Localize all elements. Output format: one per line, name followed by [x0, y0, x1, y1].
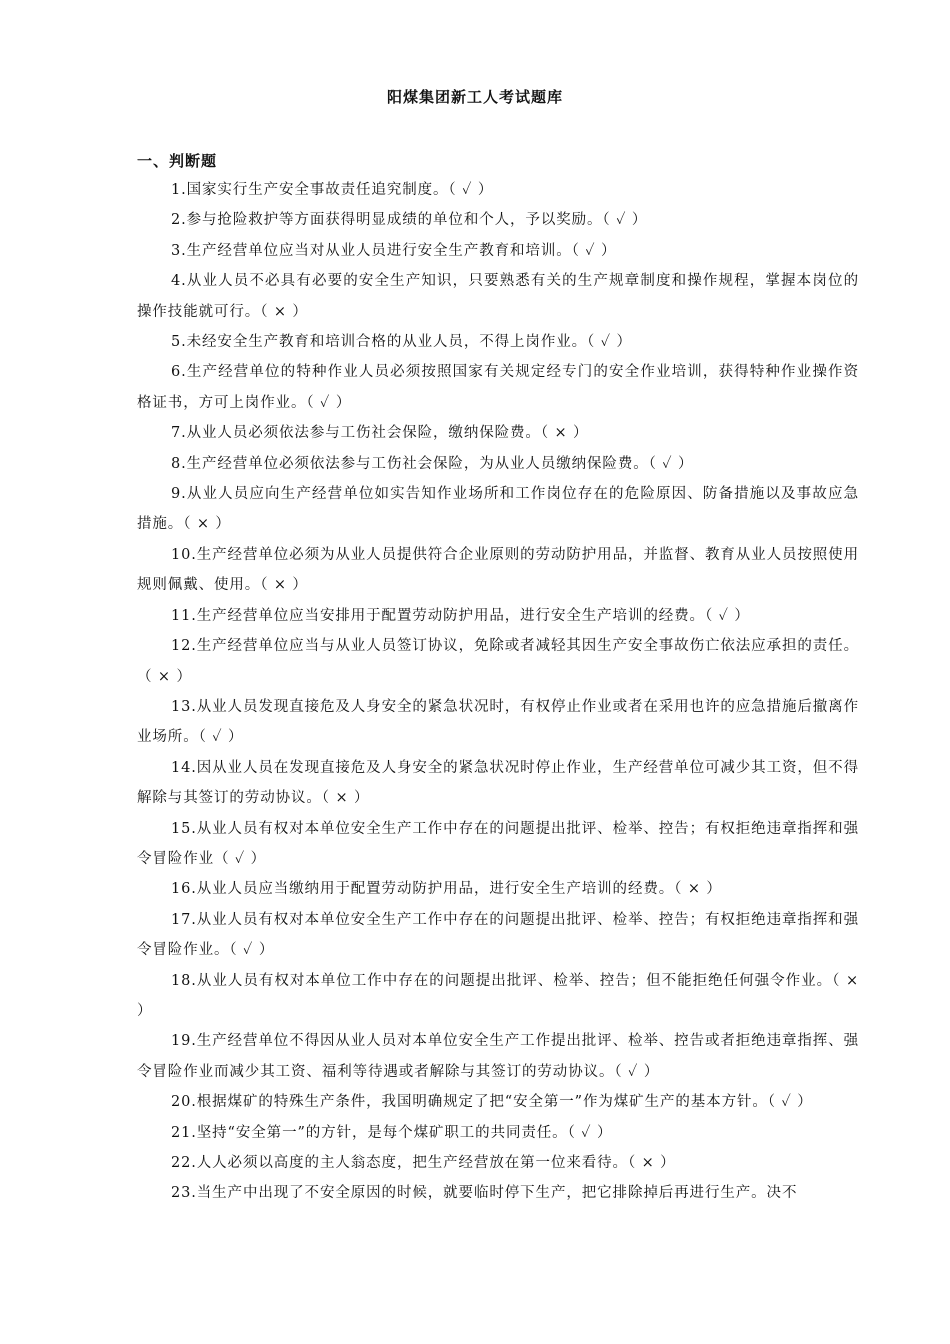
question-item: 23.当生产中出现了不安全原因的时候，就要临时停下生产，把它排除掉后再进行生产。决不: [171, 1185, 798, 1202]
document-title: 阳煤集团新工人考试题库: [386, 88, 563, 106]
question-item: 7.从业人员必须依法参与工伤社会保险，缴纳保险费。（ × ）: [171, 425, 589, 442]
question-item: 16.从业人员应当缴纳用于配置劳动防护用品，进行安全生产培训的经费。（ × ）: [171, 881, 722, 898]
question-item: 1.国家实行生产安全事故责任追究制度。（ ✓ ）: [171, 182, 494, 198]
question-item: 5.未经安全生产教育和培训合格的从业人员，不得上岗作业。（ ✓ ）: [171, 334, 632, 351]
question-item: 18.从业人员有权对本单位工作中存在的问题提出批评、检举、控告；但不能拒绝任何强令作业。（ × ）: [137, 972, 859, 1019]
section-title: 一、判断题: [137, 152, 218, 170]
question-item: 2.参与抢险救护等方面获得明显成绩的单位和个人，予以奖励。（ ✓ ）: [171, 212, 648, 229]
question-list: [137, 175, 859, 1209]
question-item: 6.生产经营单位的特种作业人员必须按照国家有关规定经专门的安全作业培训，获得特种作业操作资格证书，方可上岗作业。（ ✓ ）: [137, 364, 859, 411]
question-item: 22.人人必须以高度的主人翁态度，把生产经营放在第一位来看待。（ × ）: [171, 1155, 676, 1171]
question-item: 19.生产经营单位不得因从业人员对本单位安全生产工作提出批评、检举、控告或者拒绝违章指挥、强令冒险作业而减少其工资、福利等待遇或者解除与其签订的劳动协议。（ ✓ ）: [137, 1033, 859, 1080]
question-item: 3.生产经营单位应当对从业人员进行安全生产教育和培训。（ ✓ ）: [171, 242, 617, 259]
question-item: 4.从业人员不必具有必要的安全生产知识，只要熟悉有关的生产规章制度和操作规程，掌握本岗位的操作技能就可行。（ × ）: [137, 273, 859, 320]
question-item: 14.因从业人员在发现直接危及人身安全的紧急状况时停止作业，生产经营单位可减少其工资，但不得解除与其签订的劳动协议。（ × ）: [137, 759, 859, 807]
question-item: 21.坚持“安全第一”的方针，是每个煤矿职工的共同责任。（ ✓ ）: [171, 1124, 613, 1141]
question-item: 15.从业人员有权对本单位安全生产工作中存在的问题提出批评、检举、控告；有权拒绝违章指挥和强令冒险作业（ ✓ ）: [137, 820, 859, 867]
question-item: 9.从业人员应向生产经营单位如实告知作业场所和工作岗位存在的危险原因、防备措施以及事故应急措施。（ × ）: [137, 486, 859, 533]
question-item: 17.从业人员有权对本单位安全生产工作中存在的问题提出批评、检举、控告；有权拒绝违章指挥和强令冒险作业。（ ✓ ）: [137, 911, 859, 959]
question-item: 11.生产经营单位应当安排用于配置劳动防护用品，进行安全生产培训的经费。（ ✓ ）: [171, 607, 750, 624]
question-item: 10.生产经营单位必须为从业人员提供符合企业原则的劳动防护用品，并监督、教育从业人员按照使用规则佩戴、使用。（ × ）: [137, 546, 859, 594]
question-item: 8.生产经营单位必须依法参与工伤社会保险，为从业人员缴纳保险费。（ ✓ ）: [171, 455, 694, 472]
question-item: 13.从业人员发现直接危及人身安全的紧急状况时，有权停止作业或者在采用也许的应急措施后撤离作业场所。（ ✓ ）: [137, 698, 859, 746]
question-item: 12.生产经营单位应当与从业人员签订协议，免除或者减轻其因生产安全事故伤亡依法应承担的责任。（ × ）: [137, 638, 859, 685]
question-item: 20.根据煤矿的特殊生产条件，我国明确规定了把“安全第一”作为煤矿生产的基本方针。（ ✓ ）: [171, 1094, 813, 1111]
